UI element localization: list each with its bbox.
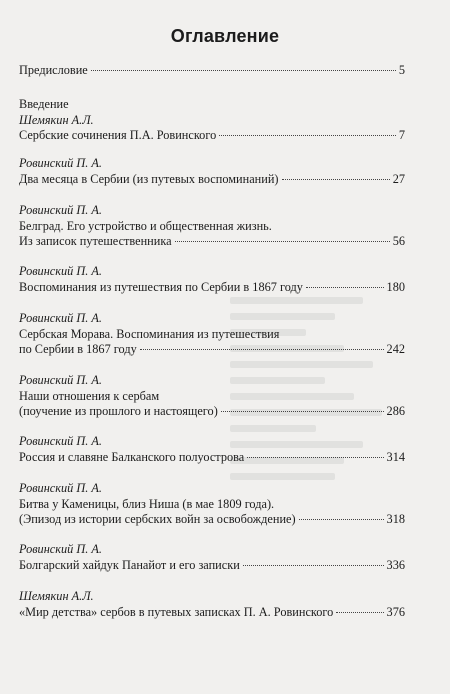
toc-entry-title-line: Битва у Каменицы, близ Ниша (в мае 1809 года). bbox=[19, 496, 275, 511]
toc-entry-title: Воспоминания из путешествия по Сербии в 1867 году bbox=[19, 279, 303, 294]
toc-page-number: 27 bbox=[392, 171, 405, 186]
toc-author: Ровинский П. А. bbox=[19, 373, 102, 387]
toc-title: Оглавление bbox=[170, 26, 280, 46]
toc-entry-title-line: Наши отношения к сербам bbox=[19, 388, 160, 403]
toc-page-number: 5 bbox=[398, 63, 405, 77]
toc-author: Ровинский П. А. bbox=[19, 156, 102, 170]
toc-entry[interactable] bbox=[19, 203, 405, 250]
toc-page-number: 336 bbox=[386, 557, 405, 572]
toc-entry[interactable] bbox=[19, 373, 405, 420]
dot-leader bbox=[243, 565, 384, 566]
toc-author: Ровинский П. А. bbox=[19, 311, 102, 325]
toc-entry-title: Из записок путешественника bbox=[19, 234, 172, 249]
toc-author: Ровинский П. А. bbox=[19, 203, 102, 217]
toc-entry-introduction[interactable] bbox=[19, 97, 405, 144]
toc-entry[interactable] bbox=[19, 434, 405, 465]
toc-entry-preface[interactable] bbox=[19, 63, 405, 79]
dot-leader bbox=[247, 457, 383, 458]
dot-leader bbox=[91, 70, 396, 71]
dot-leader bbox=[140, 349, 384, 350]
toc-entry-title: Два месяца в Сербии (из путевых воспоминаний) bbox=[19, 171, 279, 186]
toc-entry-title: Болгарский хайдук Панайот и его записки bbox=[19, 557, 240, 572]
toc-author: Ровинский П. А. bbox=[19, 542, 102, 556]
toc-entry[interactable] bbox=[19, 481, 405, 528]
toc-entry-title: Предисловие bbox=[19, 63, 88, 77]
toc-entry[interactable] bbox=[19, 264, 405, 295]
section-heading: Введение bbox=[19, 97, 69, 111]
toc-page-number: 376 bbox=[386, 604, 405, 619]
toc-author: Ровинский П. А. bbox=[19, 434, 102, 448]
dot-leader bbox=[175, 241, 390, 242]
dot-leader bbox=[219, 135, 396, 136]
dot-leader bbox=[282, 179, 390, 180]
toc-entry-title: (Эпизод из истории сербских войн за освобождение) bbox=[19, 512, 296, 527]
toc-page-number: 314 bbox=[386, 449, 405, 464]
toc-entry[interactable] bbox=[19, 589, 405, 620]
toc-entry-title-line: Сербская Морава. Воспоминания из путешествия bbox=[19, 326, 280, 341]
toc-author: Шемякин А.Л. bbox=[19, 589, 94, 603]
toc-page-number: 56 bbox=[392, 234, 405, 249]
dot-leader bbox=[299, 519, 384, 520]
toc-entry[interactable] bbox=[19, 542, 405, 573]
toc-entry-title: Сербские сочинения П.А. Ровинского bbox=[19, 128, 217, 143]
toc-page-number: 318 bbox=[386, 512, 405, 527]
toc-page-number: 180 bbox=[386, 279, 405, 294]
toc-page-number: 7 bbox=[398, 128, 405, 143]
toc-author: Ровинский П. А. bbox=[19, 264, 102, 278]
toc-author: Шемякин А.Л. bbox=[19, 112, 94, 127]
toc-entry-title: по Сербии в 1867 году bbox=[19, 342, 137, 357]
toc-entry-title-line: Белград. Его устройство и общественная жизнь. bbox=[19, 218, 272, 233]
toc-entry-title: Россия и славяне Балканского полуострова bbox=[19, 449, 245, 464]
toc-entry[interactable] bbox=[19, 156, 405, 187]
toc-entry-title: (поучение из прошлого и настоящего) bbox=[19, 404, 218, 419]
dot-leader bbox=[221, 411, 384, 412]
toc-author: Ровинский П. А. bbox=[19, 481, 102, 495]
toc-entry-title: «Мир детства» сербов в путевых записках П. А. Ровинского bbox=[19, 604, 334, 619]
toc-page-number: 242 bbox=[386, 342, 405, 357]
toc-page-number: 286 bbox=[386, 404, 405, 419]
toc-entry[interactable] bbox=[19, 311, 405, 358]
dot-leader bbox=[306, 287, 384, 288]
dot-leader bbox=[336, 612, 383, 613]
